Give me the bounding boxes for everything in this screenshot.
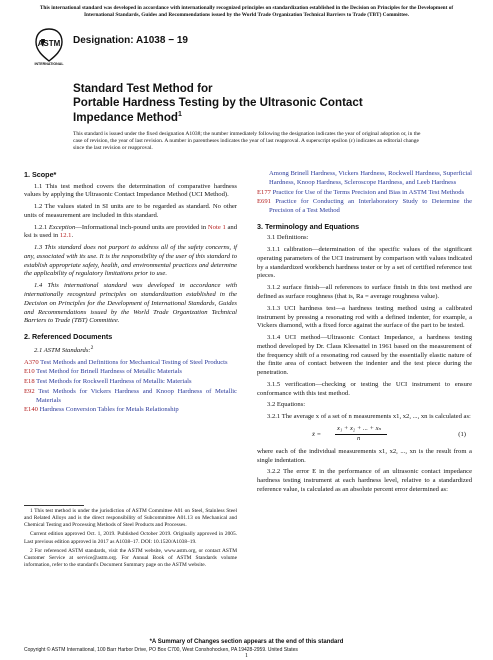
para-3-2-2: 3.2.2 The error E in the performance of an ultrasonic contact impedance hardness testing instrument at each hardness level, relative to a standardized reference value, is calculated as an absolute percent error determined as: bbox=[257, 468, 472, 494]
ref-e177[interactable] bbox=[257, 189, 472, 198]
ref-e691[interactable] bbox=[257, 198, 472, 216]
formula-denominator: n bbox=[357, 434, 361, 442]
para-where: where each of the individual measurements x1, x2, ..., xn is the result from a single indentation. bbox=[257, 447, 472, 464]
equation-number: (1) bbox=[458, 430, 466, 438]
ref-code[interactable]: E140 bbox=[24, 406, 38, 414]
terminology-heading: 3. Terminology and Equations bbox=[257, 221, 360, 231]
page-number: 1 bbox=[245, 653, 248, 659]
footnote-2: 2 For referenced ASTM standards, visit the ASTM website, www.astm.org, or contact ASTM Customer Service at service@astm.org. For Annual Book of ASTM Standards volume information, refer to the standard's Document Summary page on the ASTM website. bbox=[24, 547, 237, 568]
para-2-1: 2.1 ASTM Standards:$^2$ bbox=[34, 344, 94, 354]
formula-lhs: x̄ = bbox=[312, 430, 322, 438]
footnote-1: 1 This test method is under the jurisdiction of ASTM Committee A01 on Steel, Stainless Steel and Related Alloys and is the direct responsibility of Subcommittee A01.13 on Mechanical and Chemical Testing and Processing Methods of Steel Products and Processes. bbox=[24, 508, 237, 529]
ref-code[interactable]: E18 bbox=[24, 378, 35, 386]
ref-title[interactable]: Practice for Use of the Terms Precision and Bias in ASTM Test Methods bbox=[270, 188, 465, 196]
referenced-documents-heading: 2. Referenced Documents bbox=[24, 332, 113, 342]
para-3-2-1: 3.2.1 The average x of a set of n measurements x1, x2, ..., xn is calculated as: bbox=[267, 413, 471, 421]
title-footnote-mark[interactable]: 1 bbox=[178, 111, 182, 119]
footnote-divider bbox=[24, 505, 84, 506]
para-3-1-5: 3.1.5 verification—checking or testing the UCI instrument to ensure conformance with this test method. bbox=[257, 380, 472, 397]
logo-text: INTERNATIONAL bbox=[34, 62, 64, 66]
para-1-4: 1.4 This international standard was developed in accordance with internationally recognized principles on standardization established in the Decision on Principles for the Development of International Standards, Guides and Recommendations issued by the World Trade Organization Technical Barriers to Trade (TBT) Committee. bbox=[24, 282, 237, 325]
ref-e18[interactable] bbox=[24, 378, 237, 387]
ref-code[interactable]: E92 bbox=[24, 387, 35, 395]
svg-text:ASTM: ASTM bbox=[37, 39, 61, 48]
ref-title[interactable]: Test Methods and Definitions for Mechanical Testing of Steel Products bbox=[38, 358, 228, 366]
para-3-1-3: 3.1.3 UCI hardness test—a hardness testing method using a calibrated instrument by pressing a resonating rod with a defined indenter, for example, a Vickers diamond, with a fixed force against the surface of the part to be tested. bbox=[257, 304, 472, 330]
ref-e140-continued[interactable]: Among Brinell Hardness, Vickers Hardness, Rockwell Hardness, Superficial Hardness, Knoop Hardness, Scleroscope Hardness, and Leeb Hardness bbox=[269, 170, 472, 186]
summary-of-changes-note: *A Summary of Changes section appears at the end of this standard bbox=[149, 639, 344, 645]
left-column bbox=[24, 170, 237, 416]
ref-code[interactable]: E691 bbox=[257, 198, 271, 206]
ref-code[interactable]: E177 bbox=[257, 188, 271, 196]
title-line1: Standard Test Method for bbox=[73, 82, 213, 95]
para-3-2: 3.2 Equations: bbox=[267, 401, 306, 409]
ref-e10[interactable] bbox=[24, 368, 237, 377]
para-3-1: 3.1 Definitions: bbox=[267, 234, 309, 242]
fraction-bar bbox=[335, 434, 387, 435]
footnote-2-mark[interactable]: 2 bbox=[90, 344, 94, 351]
para-1-3: 1.3 This standard does not purport to address all of the safety concerns, if any, associated with its use. It is the responsibility of the user of this standard to establish appropriate safety, health, and environmental practices and determine the applicability of regulatory limitations prior to use. bbox=[24, 244, 237, 278]
para-3-1-4: 3.1.4 UCI method—Ultrasonic Contact Impedance, a hardness testing method developed by Dr. Claus Kleesattel in 1961 based on the measurement of the frequency shift of a resonating rod caused by the essentially elastic nature of the finite area of contact between the indenter and the test piece during the penetration. bbox=[257, 334, 472, 377]
copyright: Copyright © ASTM International, 100 Barr Harbor Drive, PO Box C700, West Conshohocken, PA 19428-2959. United States bbox=[24, 647, 298, 653]
ref-e140[interactable] bbox=[24, 406, 237, 415]
designation: Designation: A1038 − 19 bbox=[73, 35, 188, 46]
ref-a370[interactable] bbox=[24, 359, 237, 368]
para-3-1-1: 3.1.1 calibration—determination of the specific values of the significant operating parameters of the UCI instrument by comparison with values indicated by a standardized workbench hardness tester or by a set of certified reference test pieces. bbox=[257, 246, 472, 280]
ref-title[interactable]: Test Methods for Vickers Hardness and Knoop Hardness of Metallic Materials bbox=[34, 387, 237, 404]
ref-e92[interactable] bbox=[24, 388, 237, 406]
ref-title[interactable]: Test Method for Brinell Hardness of Metallic Materials bbox=[34, 368, 182, 376]
scope-heading: 1. Scope* bbox=[24, 170, 57, 179]
astm-logo-icon bbox=[32, 27, 66, 67]
ref-title[interactable]: Test Methods for Rockwell Hardness of Metallic Materials bbox=[34, 378, 192, 386]
note1-link[interactable]: Note 1 bbox=[207, 223, 226, 231]
para-1-2: 1.2 The values stated in SI units are to be regarded as standard. No other units of measurement are included in this standard. bbox=[24, 203, 237, 219]
para-3-1-2: 3.1.2 surface finish—all references to surface finish in this test method are defined as surface roughness (that is, Ra = average roughness value). bbox=[257, 284, 472, 300]
issue-note: This standard is issued under the fixed designation A1038; the number immediately following the designation indicates the year of original adoption or, in the case of revision, the year of last revision. A number in parentheses indicates the year of last reapproval. A superscript epsilon (ε) indicates an editorial change since the last revision or reapproval. bbox=[73, 131, 421, 152]
ref-title[interactable]: Practice for Conducting an Interlaboratory Study to Determine the Precision of a Test Method bbox=[269, 198, 472, 215]
top-note: This international standard was developed in accordance with internationally recognized principles on standardization established in the Decision on Principles for the Development of International Standards, Guides and Recommendations issued by the World Trade Organization Technical Barriers to Trade (TBT) Committee. bbox=[39, 5, 454, 18]
formula-numerator: x₁ + x₂ + ... + xₙ bbox=[337, 424, 382, 432]
ref-title[interactable]: Hardness Conversion Tables for Metals Relationship bbox=[37, 406, 179, 414]
document-title bbox=[73, 82, 373, 125]
right-column bbox=[257, 170, 472, 498]
section-12-1-link[interactable]: 12.1 bbox=[59, 232, 72, 240]
equation-1 bbox=[257, 425, 472, 445]
para-1-1: 1.1 This test method covers the determination of comparative hardness values by applying the Ultrasonic Contact Impedance Method (UCI Method). bbox=[24, 182, 237, 199]
footnotes bbox=[24, 508, 237, 571]
para-1-2-1: 1.2.1 Exception—Informational inch-pound units are provided in Note 1 and ksi is used in 12.1. bbox=[24, 223, 238, 240]
title-line2: Portable Hardness Testing by the Ultrasonic Contact Impedance Method bbox=[73, 96, 363, 124]
footnote-1b: Current edition approved Oct. 1, 2019. Published October 2019. Originally approved in 2005. Last previous edition approved in 2017 as A1038–17. DOI: 10.1520/A1038–19. bbox=[24, 531, 237, 545]
ref-code[interactable]: A370 bbox=[24, 358, 39, 366]
ref-code[interactable]: E10 bbox=[24, 368, 35, 376]
